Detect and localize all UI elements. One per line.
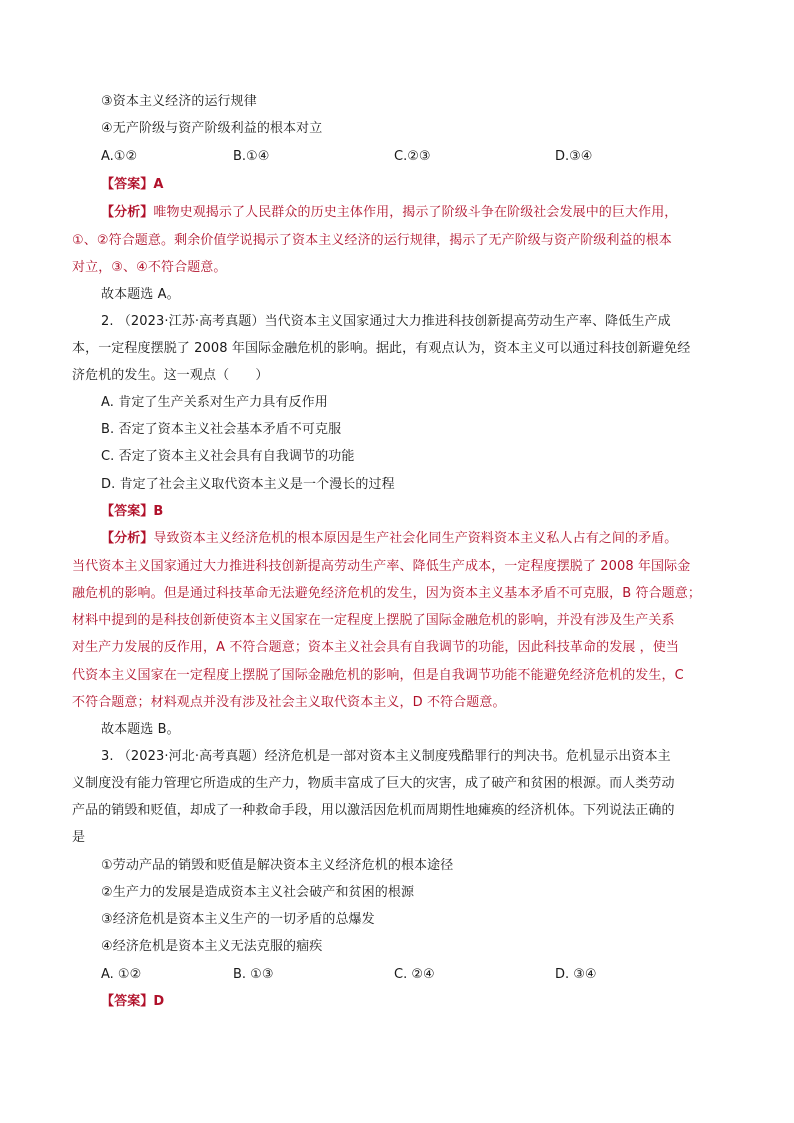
q1-option-d: D.③④ — [555, 149, 593, 164]
q2-answer — [101, 504, 163, 520]
q3-stem-line-3: 产品的销毁和贬值，却成了一种救命手段，用以激活因危机而周期性地瘫痪的经济机体。下列说法正确的 — [72, 803, 675, 818]
q2-conclusion: 故本题选 B。 — [101, 722, 180, 737]
q2-analysis-line-7: 不符合题意；材料观点并没有涉及社会主义取代资本主义，D 不符合题意。 — [72, 695, 506, 710]
q1-analysis-line-1 — [101, 205, 677, 221]
q1-option-c: C.②③ — [394, 149, 431, 164]
q2-analysis-line-6: 代资本主义国家在一定程度上摆脱了国际金融危机的影响，但是自我调节功能不能避免经济危机的发生，C — [72, 668, 684, 683]
q1-item-4: ④无产阶级与资产阶级利益的根本对立 — [101, 121, 323, 136]
q2-analysis-line-5: 对生产力发展的反作用，A 不符合题意；资本主义社会具有自我调节的功能，因此科技革命的发展 ，使当 — [72, 640, 679, 655]
answer-value: D — [153, 994, 165, 1009]
q2-option-a: A. 肯定了生产关系对生产力具有反作用 — [101, 395, 328, 410]
q2-option-d: D. 肯定了社会主义取代资本主义是一个漫长的过程 — [101, 477, 395, 492]
q3-item-4: ④经济危机是资本主义无法克服的痼疾 — [101, 939, 323, 954]
q2-stem-line-3: 济危机的发生。这一观点（ ） — [72, 368, 269, 383]
q3-item-3: ③经济危机是资本主义生产的一切矛盾的总爆发 — [101, 912, 375, 927]
q2-analysis-line-1 — [101, 531, 677, 547]
answer-label: 【答案】 — [101, 177, 154, 192]
q3-option-b: B. ①③ — [233, 967, 274, 982]
q2-option-c: C. 否定了资本主义社会具有自我调节的功能 — [101, 449, 355, 464]
q1-option-b: B.①④ — [233, 149, 270, 164]
answer-label: 【答案】 — [101, 504, 154, 519]
q1-answer — [101, 177, 164, 193]
q3-option-c: C. ②④ — [394, 967, 435, 982]
q2-stem-line-2: 本，一定程度摆脱了 2008 年国际金融危机的影响。据此，有观点认为，资本主义可以通过科技创新避免经 — [72, 341, 691, 356]
q3-stem-line-1: 3. （2023·河北·高考真题）经济危机是一部对资本主义制度残酷罪行的判决书。危机显示出资本主 — [101, 749, 671, 764]
answer-label: 【答案】 — [101, 994, 154, 1009]
answer-value: A — [153, 177, 164, 192]
q1-analysis-line-3: 对立，③、④不符合题意。 — [72, 260, 227, 275]
q2-analysis-line-3: 融危机的影响。但是通过科技革命无法避免经济危机的发生，因为资本主义基本矛盾不可克服，B 符合题意； — [72, 586, 701, 601]
q2-analysis-line-4: 材料中提到的是科技创新使资本主义国家在一定程度上摆脱了国际金融危机的影响，并没有涉及生产关系 — [72, 613, 675, 628]
q3-item-1: ①劳动产品的销毁和贬值是解决资本主义经济危机的根本途径 — [101, 858, 454, 873]
q2-stem-line-1: 2. （2023·江苏·高考真题）当代资本主义国家通过大力推进科技创新提高劳动生产率、降低生产成 — [101, 314, 671, 329]
q1-item-3: ③资本主义经济的运行规律 — [101, 94, 257, 109]
analysis-text: 导致资本主义经济危机的根本原因是生产社会化同生产资料资本主义私人占有之间的矛盾。 — [153, 531, 678, 546]
q1-option-a: A.①② — [101, 149, 138, 164]
q3-stem-line-2: 义制度没有能力管理它所造成的生产力，物质丰富成了巨大的灾害，成了破产和贫困的根源。而人类劳动 — [72, 776, 675, 791]
q2-option-b: B. 否定了资本主义社会基本矛盾不可克服 — [101, 422, 342, 437]
q3-stem-line-4: 是 — [72, 830, 86, 845]
q3-option-a: A. ①② — [101, 967, 142, 982]
q1-conclusion: 故本题选 A。 — [101, 287, 180, 302]
answer-value: B — [153, 504, 164, 519]
q3-option-d: D. ③④ — [555, 967, 597, 982]
analysis-label: 【分析】 — [101, 205, 154, 220]
q1-analysis-line-2: ①、②符合题意。剩余价值学说揭示了资本主义经济的运行规律，揭示了无产阶级与资产阶级利益的根本 — [72, 233, 672, 248]
analysis-label: 【分析】 — [101, 531, 154, 546]
q3-answer — [101, 994, 164, 1010]
q3-item-2: ②生产力的发展是造成资本主义社会破产和贫困的根源 — [101, 885, 415, 900]
q2-analysis-line-2: 当代资本主义国家通过大力推进科技创新提高劳动生产率、降低生产成本，一定程度摆脱了 2008 年国际金 — [72, 559, 691, 574]
analysis-text: 唯物史观揭示了人民群众的历史主体作用，揭示了阶级斗争在阶级社会发展中的巨大作用， — [153, 205, 678, 220]
